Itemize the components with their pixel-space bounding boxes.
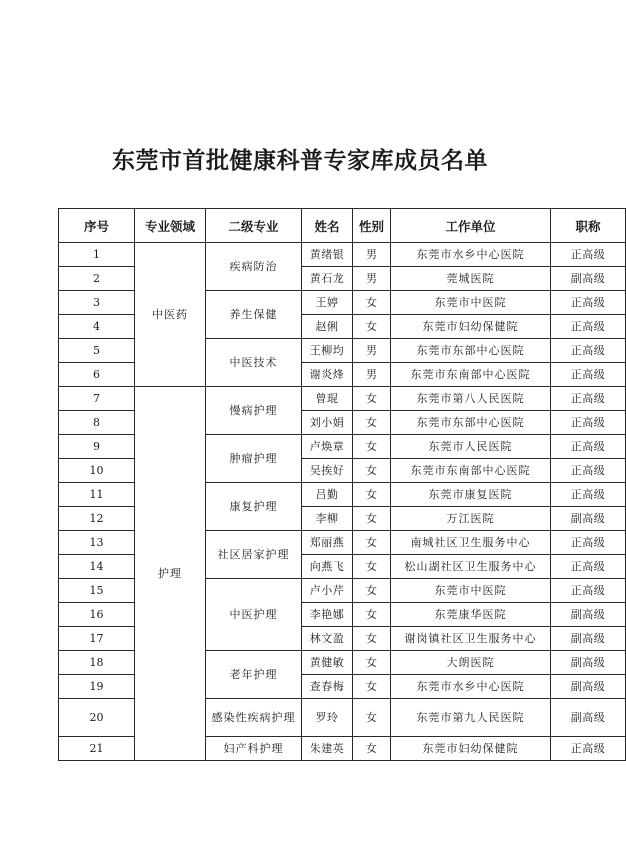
seq-cell: 15 — [59, 579, 135, 603]
seq-cell: 12 — [59, 507, 135, 531]
unit-cell: 东莞市第九人民医院 — [391, 699, 551, 737]
gender-cell: 女 — [353, 627, 391, 651]
gender-cell: 男 — [353, 363, 391, 387]
gender-cell: 女 — [353, 579, 391, 603]
title-cell: 正高级 — [551, 387, 626, 411]
title-cell: 副高级 — [551, 651, 626, 675]
name-cell: 吴挨好 — [302, 459, 353, 483]
unit-cell: 东莞市妇幼保健院 — [391, 315, 551, 339]
header-field: 专业领域 — [135, 209, 206, 243]
unit-cell: 南城社区卫生服务中心 — [391, 531, 551, 555]
name-cell: 刘小娟 — [302, 411, 353, 435]
gender-cell: 男 — [353, 243, 391, 267]
gender-cell: 女 — [353, 411, 391, 435]
title-cell: 正高级 — [551, 411, 626, 435]
sub-cell: 妇产科护理 — [206, 737, 302, 761]
unit-cell: 松山湖社区卫生服务中心 — [391, 555, 551, 579]
sub-cell — [206, 699, 302, 737]
seq-cell: 10 — [59, 459, 135, 483]
title-cell: 正高级 — [551, 483, 626, 507]
unit-cell: 东莞市东部中心医院 — [391, 411, 551, 435]
title-cell: 副高级 — [551, 267, 626, 291]
seq-cell: 11 — [59, 483, 135, 507]
seq-cell: 19 — [59, 675, 135, 699]
unit-cell: 东莞市东南部中心医院 — [391, 459, 551, 483]
gender-cell: 女 — [353, 737, 391, 761]
unit-cell: 东莞市水乡中心医院 — [391, 675, 551, 699]
seq-cell: 9 — [59, 435, 135, 459]
title-cell: 正高级 — [551, 435, 626, 459]
title-cell: 副高级 — [551, 603, 626, 627]
gender-cell: 女 — [353, 675, 391, 699]
name-cell: 黄石龙 — [302, 267, 353, 291]
name-cell: 谢炎烽 — [302, 363, 353, 387]
header-gender: 性别 — [353, 209, 391, 243]
page-title: 东莞市首批健康科普专家库成员名单 — [112, 147, 488, 174]
gender-cell: 女 — [353, 387, 391, 411]
table-header-row — [59, 209, 626, 243]
name-cell: 黄健敏 — [302, 651, 353, 675]
gender-cell: 女 — [353, 603, 391, 627]
name-cell: 朱建英 — [302, 737, 353, 761]
sub-cell: 慢病护理 — [206, 387, 302, 435]
title-cell: 正高级 — [551, 243, 626, 267]
unit-cell: 东莞市人民医院 — [391, 435, 551, 459]
gender-cell: 女 — [353, 459, 391, 483]
title-cell: 正高级 — [551, 737, 626, 761]
title-cell: 正高级 — [551, 363, 626, 387]
gender-cell: 女 — [353, 315, 391, 339]
expert-roster-table — [58, 208, 626, 761]
sub-cell: 养生保健 — [206, 291, 302, 339]
seq-cell: 3 — [59, 291, 135, 315]
gender-cell: 男 — [353, 339, 391, 363]
seq-cell: 21 — [59, 737, 135, 761]
title-cell: 正高级 — [551, 531, 626, 555]
gender-cell: 女 — [353, 531, 391, 555]
table-row — [59, 387, 626, 411]
unit-cell: 东莞市东部中心医院 — [391, 339, 551, 363]
name-cell: 王柳均 — [302, 339, 353, 363]
unit-cell: 万江医院 — [391, 507, 551, 531]
sub-cell: 中医技术 — [206, 339, 302, 387]
gender-cell: 女 — [353, 507, 391, 531]
name-cell: 吕勤 — [302, 483, 353, 507]
header-sub: 二级专业 — [206, 209, 302, 243]
sub-cell: 老年护理 — [206, 651, 302, 699]
header-title: 职称 — [551, 209, 626, 243]
name-cell: 黄绪银 — [302, 243, 353, 267]
unit-cell: 大朗医院 — [391, 651, 551, 675]
name-cell: 郑丽燕 — [302, 531, 353, 555]
seq-cell: 6 — [59, 363, 135, 387]
sub-cell: 社区居家护理 — [206, 531, 302, 579]
title-cell: 正高级 — [551, 315, 626, 339]
name-cell: 卢小芹 — [302, 579, 353, 603]
name-cell: 卢焕章 — [302, 435, 353, 459]
title-cell: 副高级 — [551, 675, 626, 699]
gender-cell: 女 — [353, 435, 391, 459]
seq-cell: 20 — [59, 699, 135, 737]
seq-cell: 18 — [59, 651, 135, 675]
name-cell: 曾琨 — [302, 387, 353, 411]
unit-cell: 谢岗镇社区卫生服务中心 — [391, 627, 551, 651]
title-cell: 副高级 — [551, 507, 626, 531]
seq-cell: 16 — [59, 603, 135, 627]
gender-cell: 女 — [353, 651, 391, 675]
field-cell: 护理 — [135, 387, 206, 761]
title-cell: 正高级 — [551, 579, 626, 603]
unit-cell: 莞城医院 — [391, 267, 551, 291]
name-cell: 李艳娜 — [302, 603, 353, 627]
unit-cell: 东莞市中医院 — [391, 291, 551, 315]
sub-cell: 疾病防治 — [206, 243, 302, 291]
title-cell: 正高级 — [551, 339, 626, 363]
title-cell: 副高级 — [551, 699, 626, 737]
unit-cell: 东莞市水乡中心医院 — [391, 243, 551, 267]
seq-cell: 17 — [59, 627, 135, 651]
unit-cell: 东莞康华医院 — [391, 603, 551, 627]
title-cell: 正高级 — [551, 291, 626, 315]
gender-cell: 女 — [353, 699, 391, 737]
name-cell: 赵俐 — [302, 315, 353, 339]
seq-cell: 1 — [59, 243, 135, 267]
name-cell: 李柳 — [302, 507, 353, 531]
unit-cell: 东莞市康复医院 — [391, 483, 551, 507]
seq-cell: 13 — [59, 531, 135, 555]
sub-cell: 康复护理 — [206, 483, 302, 531]
seq-cell: 14 — [59, 555, 135, 579]
name-cell: 王婷 — [302, 291, 353, 315]
seq-cell: 4 — [59, 315, 135, 339]
title-cell: 正高级 — [551, 555, 626, 579]
gender-cell: 女 — [353, 291, 391, 315]
header-unit: 工作单位 — [391, 209, 551, 243]
gender-cell: 女 — [353, 555, 391, 579]
name-cell: 查春梅 — [302, 675, 353, 699]
name-cell: 向燕飞 — [302, 555, 353, 579]
unit-cell: 东莞市妇幼保健院 — [391, 737, 551, 761]
name-cell: 罗玲 — [302, 699, 353, 737]
seq-cell: 8 — [59, 411, 135, 435]
seq-cell: 2 — [59, 267, 135, 291]
unit-cell: 东莞市第八人民医院 — [391, 387, 551, 411]
title-cell: 正高级 — [551, 459, 626, 483]
unit-cell: 东莞市东南部中心医院 — [391, 363, 551, 387]
title-cell: 副高级 — [551, 627, 626, 651]
field-cell: 中医药 — [135, 243, 206, 387]
header-name: 姓名 — [302, 209, 353, 243]
unit-cell: 东莞市中医院 — [391, 579, 551, 603]
gender-cell: 男 — [353, 267, 391, 291]
table-row — [59, 243, 626, 267]
sub-cell: 肿瘤护理 — [206, 435, 302, 483]
gender-cell: 女 — [353, 483, 391, 507]
seq-cell: 7 — [59, 387, 135, 411]
header-seq: 序号 — [59, 209, 135, 243]
sub-cell: 中医护理 — [206, 579, 302, 651]
seq-cell: 5 — [59, 339, 135, 363]
name-cell: 林文盈 — [302, 627, 353, 651]
sub-cell-text: 感染性疾病护理 — [211, 711, 296, 724]
